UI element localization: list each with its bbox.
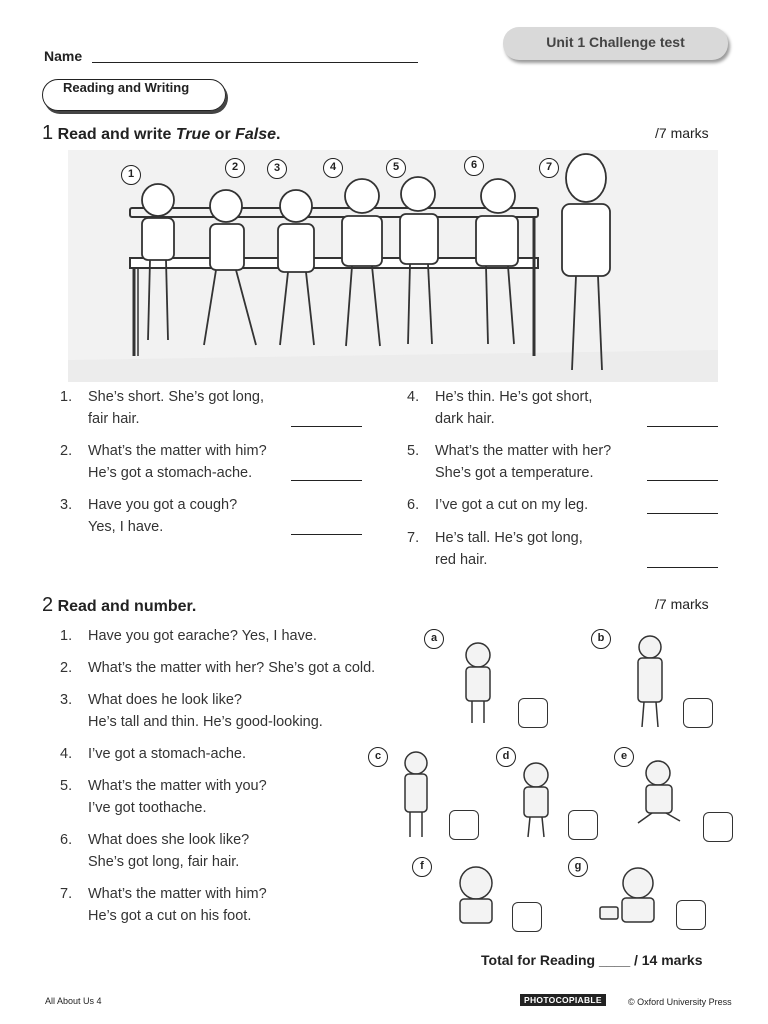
q1-title: Read and write True or False. — [57, 126, 281, 143]
q1-item-3: 3. Have you got a cough? Yes, I have. — [60, 497, 238, 535]
photocopiable-badge: PHOTOCOPIABLE — [520, 994, 606, 1006]
footer-book-title: All About Us 4 — [45, 996, 102, 1006]
q1-answer-2[interactable] — [291, 480, 362, 481]
picture-label-6: 6 — [464, 156, 484, 176]
picture-letter-b: b — [591, 629, 611, 649]
q2-item-1: 1. Have you got earache? Yes, I have. — [60, 628, 317, 644]
picture-label-4: 4 — [323, 158, 343, 178]
bench-children-picture — [68, 150, 718, 382]
picture-letter-d: d — [496, 747, 516, 767]
answer-box-e[interactable] — [703, 812, 733, 842]
section-pill: Reading and Writing — [42, 79, 226, 111]
picture-label-5: 5 — [386, 158, 406, 178]
picture-letter-f: f — [412, 857, 432, 877]
q2-marks: /7 marks — [655, 596, 709, 612]
q1-item-6: 6. I’ve got a cut on my leg. — [407, 497, 589, 513]
name-write-line[interactable] — [92, 62, 418, 63]
picture-letter-a: a — [424, 629, 444, 649]
q1-heading — [42, 122, 280, 145]
q1-illustration — [68, 150, 718, 382]
picture-letter-e: e — [614, 747, 634, 767]
answer-box-d[interactable] — [568, 810, 598, 840]
q1-answer-7[interactable] — [647, 567, 718, 568]
q2-heading — [42, 594, 196, 617]
q1-answer-3[interactable] — [291, 534, 362, 535]
q1-item-5: 5. What’s the matter with her? She’s got a temperature. — [407, 443, 612, 481]
q1-answer-4[interactable] — [647, 426, 718, 427]
q2-number: 2 — [42, 594, 54, 616]
answer-box-a[interactable] — [518, 698, 548, 728]
q1-item-4: 4. He’s thin. He’s got short, dark hair. — [407, 389, 593, 427]
q1-answer-5[interactable] — [647, 480, 718, 481]
q1-marks: /7 marks — [655, 125, 709, 141]
picture-label-1: 1 — [121, 165, 141, 185]
q2-title: Read and number. — [57, 598, 197, 615]
answer-box-c[interactable] — [449, 810, 479, 840]
q2-item-7: 7. What’s the matter with him? He’s got a cut on his foot. — [60, 886, 267, 924]
answer-box-g[interactable] — [676, 900, 706, 930]
picture-label-2: 2 — [225, 158, 245, 178]
name-label: Name — [44, 48, 83, 64]
q1-number: 1 — [42, 122, 54, 144]
answer-box-f[interactable] — [512, 902, 542, 932]
q2-pictures — [360, 625, 730, 935]
q2-item-2: 2. What’s the matter with her? She’s got a cold. — [60, 660, 376, 676]
q1-item-7: 7. He’s tall. He’s got long, red hair. — [407, 530, 583, 568]
q2-item-6: 6. What does she look like? She’s got long, fair hair. — [60, 832, 250, 870]
q1-item-1: 1. She’s short. She’s got long, fair hair. — [60, 389, 264, 427]
picture-label-7: 7 — [539, 158, 559, 178]
picture-label-3: 3 — [267, 159, 287, 179]
total-for-reading: Total for Reading ____ / 14 marks — [481, 952, 703, 968]
q1-answer-6[interactable] — [647, 513, 718, 514]
picture-letter-c: c — [368, 747, 388, 767]
footer-copyright: © Oxford University Press — [628, 997, 732, 1007]
q1-item-2: 2. What’s the matter with him? He’s got a stomach-ache. — [60, 443, 267, 481]
q2-item-3: 3. What does he look like? He’s tall and thin. He’s good-looking. — [60, 692, 323, 730]
q2-item-5: 5. What’s the matter with you? I’ve got toothache. — [60, 778, 267, 816]
picture-letter-g: g — [568, 857, 588, 877]
q1-answer-1[interactable] — [291, 426, 362, 427]
answer-box-b[interactable] — [683, 698, 713, 728]
q2-item-4: 4. I’ve got a stomach-ache. — [60, 746, 246, 762]
test-title-tag: Unit 1 Challenge test — [503, 27, 728, 60]
